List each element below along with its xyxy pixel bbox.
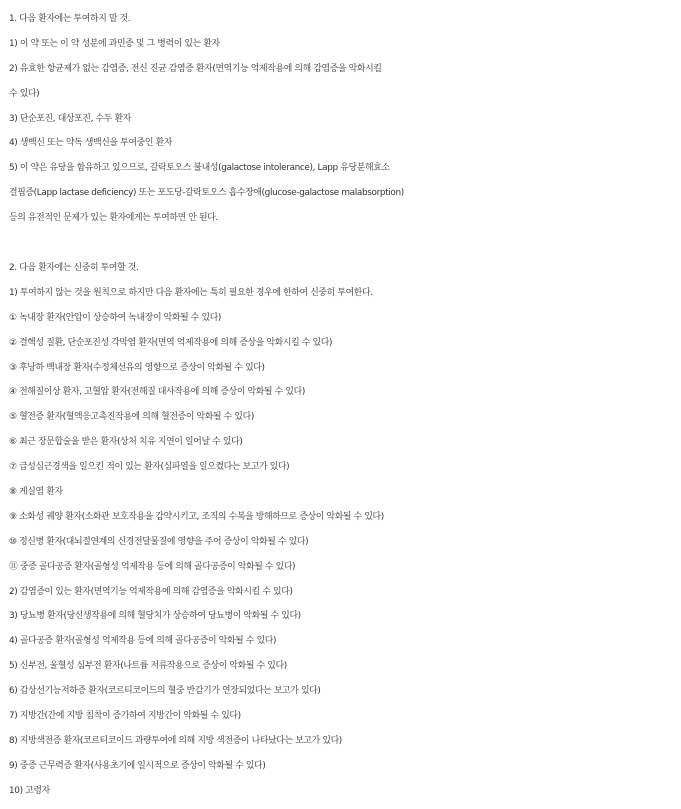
list-item: ③ 후낭하 백내장 환자(수정체선유의 영향으로 증상이 악화될 수 있다) — [9, 362, 265, 373]
list-item: ④ 전해질이상 환자, 고혈압 환자(전해질 대사작용에 의해 증상이 악화될 수 있다) — [9, 387, 305, 398]
list-item: ⑧ 게실염 환자 — [9, 487, 63, 498]
list-item: ② 결핵성 질환, 단순포진성 각막염 환자(면역 억제작용에 의해 증상을 악화시킬 수 있다) — [9, 337, 333, 348]
list-item: ⑩ 정신병 환자(대뇌절연계의 신경전달물질에 영향을 주어 증상이 악화될 수 있다) — [9, 536, 309, 547]
list-item: ⑨ 소화성 궤양 환자(소화관 보호작용을 감약시키고, 조직의 수복을 방해하므로 증상이 악화될 수 있다) — [9, 511, 384, 522]
list-item: ⑤ 혈전증 환자(혈액응고촉진작용에 의해 혈전증이 악화될 수 있다) — [9, 412, 254, 423]
list-item: ① 녹내장 환자(안압이 상승하여 녹내장이 악화될 수 있다) — [9, 312, 222, 323]
section-heading: 1. 다음 환자에는 투여하지 말 것. — [9, 14, 131, 24]
list-item: 1) 이 약 또는 이 약 성분에 과민증 및 그 병력이 있는 환자 — [9, 38, 220, 49]
list-item: 5) 신부전, 울혈성 심부전 환자(나트륨 저류작용으로 증상이 악화될 수 있다) — [9, 661, 287, 672]
list-item: 결핍증(Lapp lactase deficiency) 또는 포도당-갈락토오스 흡수장애(glucose-galactose malabsorption) — [9, 188, 404, 199]
list-item: 수 있다) — [9, 88, 40, 99]
list-item: 2) 감염증이 있는 환자(면역기능 억제작용에 의해 감염증을 악화시킬 수 있다) — [9, 586, 293, 597]
list-item: 2) 유효한 항균제가 없는 감염증, 전신 진균 감염증 환자(면역기능 억제작용에 의해 감염증을 악화시킬 — [9, 63, 382, 74]
list-item: 10) 고령자 — [9, 785, 50, 796]
section-spacer — [9, 231, 681, 256]
list-item: 3) 당뇨병 환자(당신생작용에 의해 혈당치가 상승하여 당뇨병이 악화될 수 있다) — [9, 611, 301, 622]
list-item: ⑦ 급성심근경색을 일으킨 적이 있는 환자(심파열을 일으켰다는 보고가 있다) — [9, 462, 290, 473]
list-item: 1) 투여하지 않는 것을 원칙으로 하지만 다음 환자에는 특히 필요한 경우에 한하여 신중히 투여한다. — [9, 287, 373, 298]
list-item: 4) 생백신 또는 약독 생백신을 투여중인 환자 — [9, 138, 173, 149]
list-item: 9) 중증 근무력증 환자(사용초기에 일시적으로 증상이 악화될 수 있다) — [9, 760, 266, 771]
list-item: 6) 갑상선기능저하증 환자(코르티코이드의 혈중 반감기가 연장되었다는 보고가 있다) — [9, 686, 321, 697]
list-item: 3) 단순포진, 대상포진, 수두 환자 — [9, 113, 131, 124]
section-heading: 2. 다음 환자에는 신중히 투여할 것. — [9, 263, 139, 274]
list-item: 8) 지방색전증 환자(코르티코이드 과량투여에 의해 지방 색전증이 나타났다는 보고가 있다) — [9, 735, 342, 746]
list-item: 4) 골다공증 환자(골형성 억제작용 등에 의해 골다공증이 악화될 수 있다) — [9, 636, 277, 647]
list-item: 5) 이 약은 유당을 함유하고 있으므로, 갈락토오스 불내성(galactose intolerance), Lapp 유당분해효소 — [9, 163, 390, 174]
list-item: ⑪ 중증 골다공증 환자(골형성 억제작용 등에 의해 골다공증이 악화될 수 있다) — [9, 561, 296, 572]
list-item: 등의 유전적인 문제가 있는 환자에게는 투여하면 안 된다. — [9, 213, 218, 224]
list-item: 7) 지방간(간에 지방 침착이 증가하여 지방간이 악화될 수 있다) — [9, 711, 241, 722]
list-item: ⑥ 최근 장문합술을 받은 환자(상처 치유 지연이 일어날 수 있다) — [9, 437, 243, 448]
